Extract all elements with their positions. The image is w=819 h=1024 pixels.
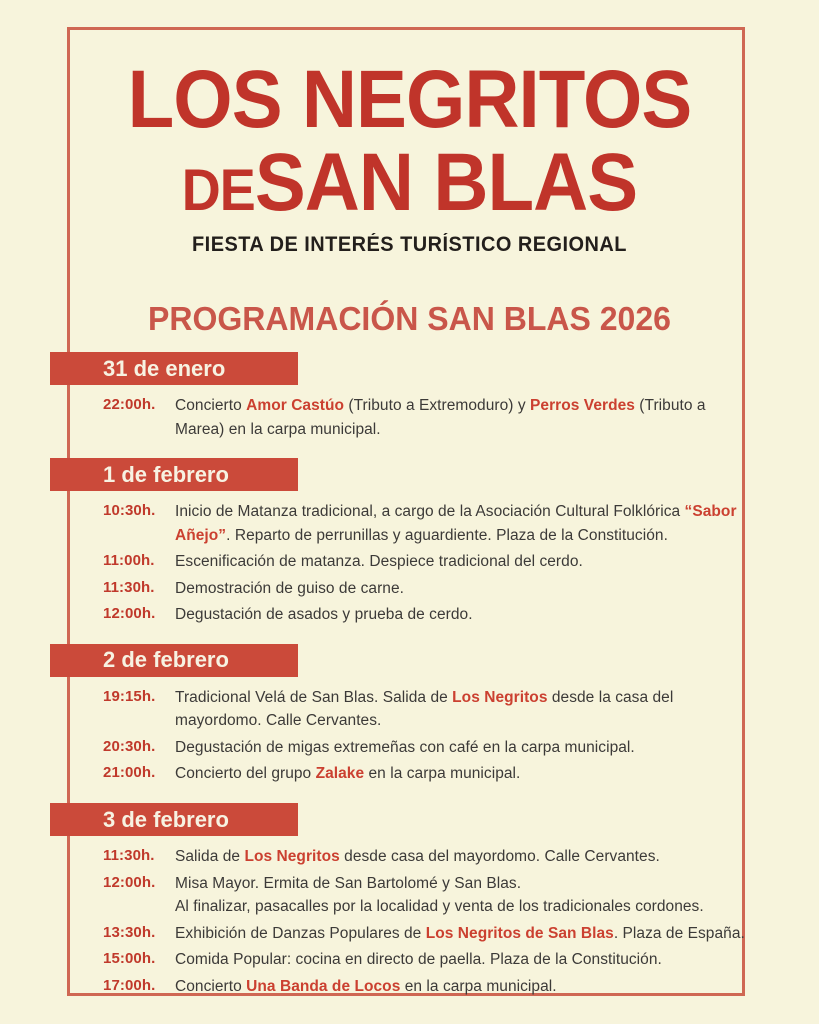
event-text: (Tributo a Extremoduro) y	[344, 397, 531, 414]
event-text: Degustación de asados y prueba de cerdo.	[175, 606, 473, 624]
event-text: en la carpa municipal.	[364, 765, 521, 783]
event-time: 17:00h.	[103, 976, 156, 994]
day-spacer	[0, 789, 819, 803]
event-time: 21:00h.	[103, 764, 156, 782]
day-block	[0, 352, 819, 441]
event-highlight: Los Negritos de San Blas	[425, 924, 614, 942]
event-description	[175, 577, 745, 601]
event-text: Escenificación de matanza. Despiece tradicional del cerdo.	[175, 553, 583, 571]
event-row	[103, 845, 745, 869]
event-time: 15:00h.	[103, 950, 156, 968]
poster-title-line-2	[29, 137, 791, 229]
event-row	[103, 948, 745, 972]
event-text: desde casa del mayordomo. Calle Cervantes.	[339, 848, 660, 866]
day-label: 31 de enero	[103, 355, 226, 381]
event-row	[103, 762, 745, 786]
poster-subtitle: FIESTA DE INTERÉS TURÍSTICO REGIONAL	[192, 232, 627, 256]
event-time: 12:00h.	[103, 605, 156, 623]
event-time: 19:15h.	[103, 687, 156, 705]
event-description	[175, 686, 745, 733]
event-text: Salida de	[175, 848, 245, 866]
event-row	[103, 603, 745, 627]
event-text: . Reparto de perrunillas y aguardiente. Plaza de la Constitución.	[226, 526, 668, 544]
event-text: (Tributo a Marea) en la carpa municipal.	[175, 397, 706, 438]
event-description	[175, 845, 745, 869]
day-block	[0, 644, 819, 786]
event-description	[175, 550, 745, 574]
event-row	[103, 872, 745, 919]
day-events	[0, 500, 819, 627]
event-description	[175, 500, 745, 547]
day-banner	[50, 352, 298, 385]
event-row	[103, 922, 745, 946]
event-row	[103, 975, 745, 999]
event-time: 12:00h.	[103, 873, 156, 891]
day-label: 2 de febrero	[103, 647, 229, 673]
event-text: desde la casa del mayordomo. Calle Cervantes.	[175, 688, 674, 730]
event-time: 11:00h.	[103, 552, 155, 570]
event-text: Al finalizar, pasacalles por la localidad y venta de los tradicionales cordones.	[175, 898, 704, 916]
event-text: . Plaza de España.	[613, 924, 745, 942]
day-spacer	[0, 1001, 819, 1015]
event-row	[103, 394, 745, 441]
day-label: 3 de febrero	[103, 806, 229, 832]
day-banner	[50, 458, 298, 491]
day-spacer	[0, 444, 819, 458]
day-banner	[50, 803, 298, 836]
event-text: Concierto del grupo	[175, 765, 316, 783]
event-description	[175, 603, 745, 627]
event-time: 11:30h.	[103, 847, 155, 865]
event-row	[103, 500, 745, 547]
event-highlight: Los Negritos	[244, 848, 340, 866]
event-description	[175, 872, 745, 919]
day-block	[0, 458, 819, 627]
poster-title-block	[0, 54, 819, 257]
event-highlight: Una Banda de Locos	[246, 977, 401, 995]
event-highlight: “Sabor Añejo”	[175, 503, 737, 544]
event-row	[103, 686, 745, 733]
event-text: Comida Popular: cocina en directo de paella. Plaza de la Constitución.	[175, 951, 662, 969]
event-text: Tradicional Velá de San Blas. Salida de	[175, 688, 453, 706]
day-spacer	[0, 630, 819, 644]
day-block	[0, 803, 819, 998]
event-text: Inicio de Matanza tradicional, a cargo de la Asociación Cultural Folklórica	[175, 503, 685, 521]
day-label: 1 de febrero	[103, 461, 229, 487]
event-description	[175, 975, 745, 999]
event-row	[103, 577, 745, 601]
event-highlight: Perros Verdes	[530, 397, 635, 414]
event-text: Concierto	[175, 977, 247, 995]
event-time: 11:30h.	[103, 578, 155, 596]
event-text: Misa Mayor. Ermita de San Bartolomé y San Blas.	[175, 874, 522, 892]
event-row	[103, 736, 745, 760]
event-text: Demostración de guiso de carne.	[175, 579, 405, 597]
event-description	[175, 394, 745, 441]
day-banner	[50, 644, 298, 677]
event-highlight: Zalake	[315, 765, 365, 783]
event-text: Exhibición de Danzas Populares de	[175, 924, 426, 942]
poster-title-san-blas: SAN BLAS	[254, 137, 638, 229]
event-description	[175, 736, 745, 760]
event-highlight: Amor Castúo	[246, 397, 345, 414]
event-text: Degustación de migas extremeñas con café en la carpa municipal.	[175, 738, 635, 756]
program-heading: PROGRAMACIÓN SAN BLAS 2026	[148, 300, 671, 337]
event-time: 20:30h.	[103, 737, 156, 755]
poster-title-de: DE	[181, 158, 255, 224]
day-events	[0, 686, 819, 786]
event-description	[175, 948, 745, 972]
event-row	[103, 550, 745, 574]
event-description	[175, 922, 745, 946]
poster-title-line-1: LOS NEGRITOS	[127, 54, 692, 145]
event-time: 13:30h.	[103, 923, 156, 941]
event-time: 22:00h.	[103, 396, 156, 413]
event-description	[175, 762, 745, 786]
event-time: 10:30h.	[103, 502, 156, 520]
day-events	[0, 845, 819, 998]
event-text: Concierto	[175, 397, 247, 414]
event-text: en la carpa municipal.	[400, 977, 557, 995]
day-events	[0, 394, 819, 441]
schedule-list	[0, 352, 819, 1015]
event-highlight: Los Negritos	[452, 688, 548, 706]
